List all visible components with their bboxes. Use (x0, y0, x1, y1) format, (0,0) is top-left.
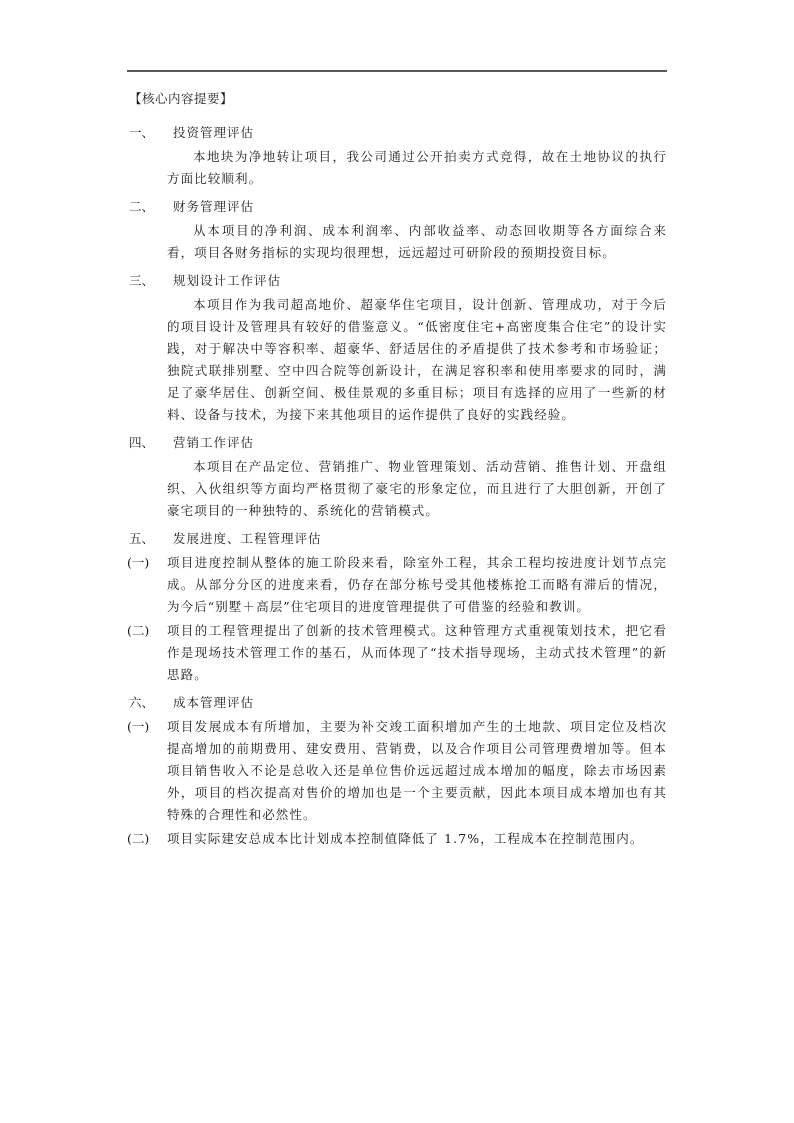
section-paragraph: 本项目在产品定位、营销推广、物业管理策划、活动营销、推售计划、开盘组织、入伙组织等方面均严格贯彻了豪宅的形象定位，而且进行了大胆创新，开创了豪宅项目的一种独特的、系统化的营销模式。 (167, 459, 667, 518)
section-title-row (127, 196, 667, 218)
sub-item-text: 项目实际建安总成本比计划成本控制值降低了 1.7%，工程成本在控制范围内。 (167, 831, 644, 846)
sub-item-text: 项目进度控制从整体的施工阶段来看，除室外工程，其余工程均按进度计划节点完成。从部分分区的进度来看，仍存在部分栋号受其他楼栋抢工而略有滞后的情况，为今后“别墅＋高层”住宅项目的进度管理提供了可借鉴的经验和教训。 (167, 555, 667, 614)
sub-item-number: (一) (127, 719, 150, 734)
section-title-row (127, 432, 667, 454)
section-title: 发展进度、工程管理评估 (173, 531, 322, 546)
section-paragraph: 从本项目的净利润、成本利润率、内部收益率、动态回收期等各方面综合来看，项目各财务指标的实现均很理想，远远超过可研阶段的预期投资目标。 (167, 223, 667, 260)
sub-item (127, 552, 667, 618)
sub-item-number: (二) (127, 831, 150, 846)
section-4 (127, 432, 667, 522)
section-number: 六、 (129, 695, 155, 710)
section-paragraph: 本地块为净地转让项目，我公司通过公开拍卖方式竞得，故在土地协议的执行方面比较顺利。 (167, 149, 667, 186)
section-number: 四、 (129, 435, 155, 450)
sub-item (127, 620, 667, 686)
section-title-row (127, 528, 667, 550)
sub-item-number: (二) (127, 623, 150, 638)
section-2 (127, 196, 667, 264)
section-title: 投资管理评估 (173, 125, 255, 140)
top-rule (127, 70, 667, 72)
section-number: 三、 (129, 273, 155, 288)
section-header: 【核心内容提要】 (129, 91, 234, 106)
sub-item-text: 项目发展成本有所增加，主要为补交竣工面积增加产生的土地款、项目定位及档次提高增加的前期费用、建安费用、营销费，以及合作项目公司管理费增加等。但本项目销售收入不论是总收入还是单位售价远远超过成本增加的幅度，除去市场因素外，项目的档次提高对售价的增加也是一个主要贡献，因此本项目成本增加也有其特殊的合理性和必然性。 (167, 719, 667, 822)
section-number: 一、 (129, 125, 155, 140)
section-6 (127, 692, 667, 850)
section-1 (127, 122, 667, 190)
section-title: 成本管理评估 (173, 695, 255, 710)
section-title-row (127, 270, 667, 292)
sub-item-text: 项目的工程管理提出了创新的技术管理模式。这种管理方式重视策划技术，把它看作是现场技术管理工作的基石，从而体现了“技术指导现场，主动式技术管理”的新思路。 (167, 623, 667, 682)
section-number: 五、 (129, 531, 155, 546)
section-title-row (127, 122, 667, 144)
section-title: 财务管理评估 (173, 199, 255, 214)
section-paragraph: 本项目作为我司超高地价、超豪华住宅项目，设计创新、管理成功，对于今后的项目设计及管理具有较好的借鉴意义。“低密度住宅+高密度集合住宅”的设计实践，对于解决中等容积率、超豪华、舒适居住的矛盾提供了技术参考和市场验证；独院式联排别墅、空中四合院等创新设计，在满足容积率和使用率要求的同时，满足了豪华居住、创新空间、极佳景观的多重目标；项目有选择的应用了一些新的材料、设备与技术，为接下来其他项目的运作提供了良好的实践经验。 (167, 297, 667, 422)
sub-item (127, 716, 667, 826)
section-3 (127, 270, 667, 426)
section-title: 营销工作评估 (173, 435, 255, 450)
document-body (127, 88, 667, 850)
sub-item-number: (一) (127, 555, 150, 570)
section-title-row (127, 692, 667, 714)
section-number: 二、 (129, 199, 155, 214)
sub-item (127, 828, 667, 850)
section-title: 规划设计工作评估 (173, 273, 282, 288)
section-5 (127, 528, 667, 686)
